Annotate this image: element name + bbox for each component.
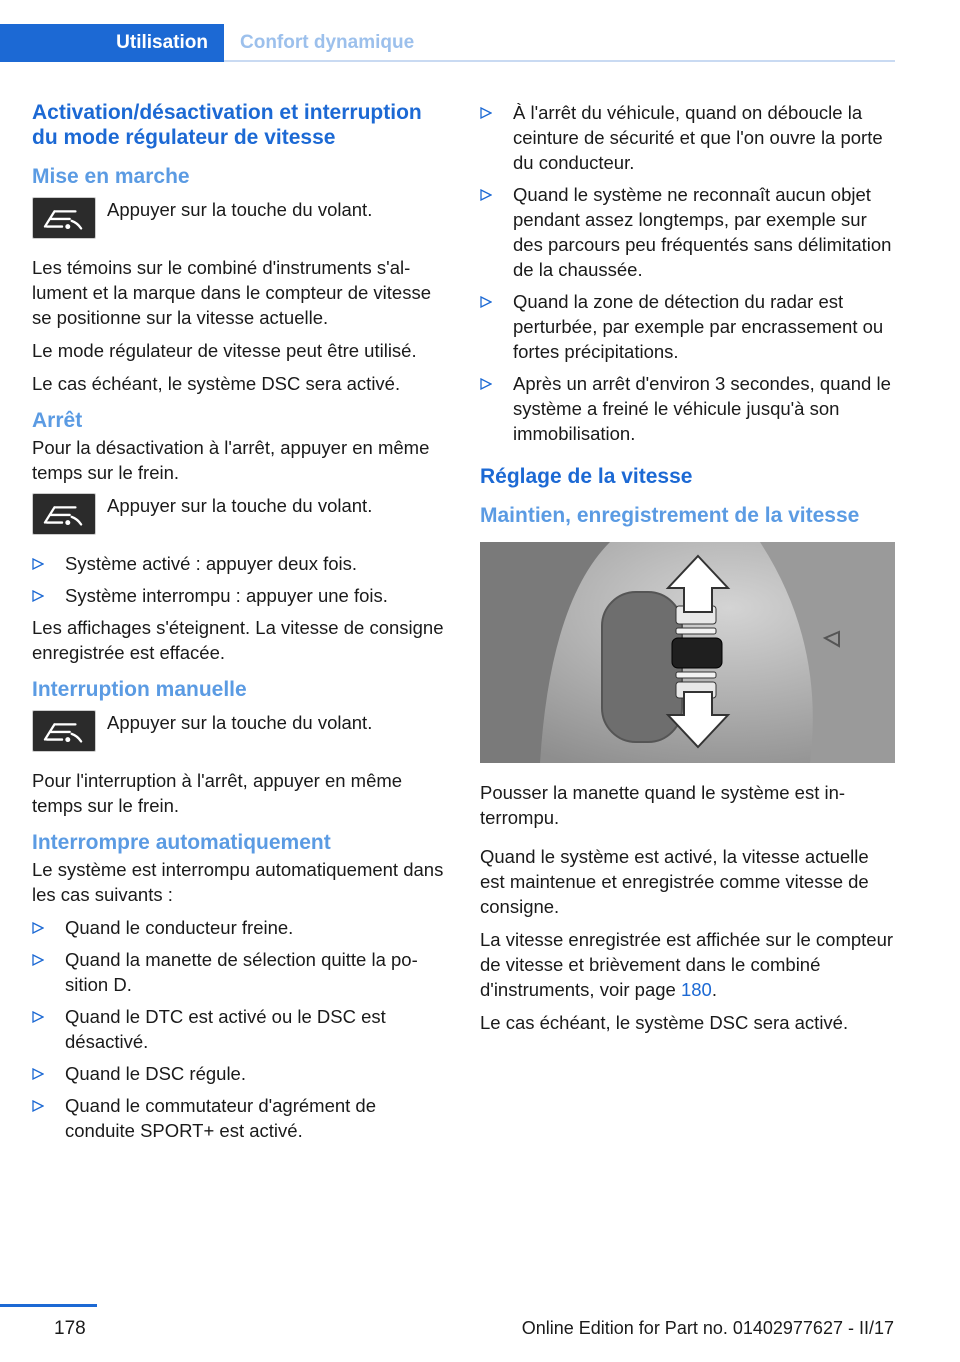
tab-confort-dynamique[interactable]: Confort dynamique xyxy=(240,32,415,53)
triangle-bullet-icon xyxy=(32,551,44,578)
paragraph: Le cas échéant, le système DSC sera activé. xyxy=(480,1012,849,1033)
key-text: Appuyer sur la touche du volant. xyxy=(107,199,373,220)
steering-wheel-photo xyxy=(480,542,895,763)
key-instruction xyxy=(32,710,447,752)
paragraph: Quand le système est activé, la vitesse actuelle est maintenue et enregistrée comme vitesse de consigne. xyxy=(480,846,869,917)
list-item xyxy=(32,915,447,940)
list-item-text: Quand la zone de détection du radar est perturbée, par exemple par encrassement ou fortes précipitations. xyxy=(513,291,884,362)
edition-text: Online Edition for Part no. 01402977627 - II/17 xyxy=(521,1318,894,1338)
triangle-bullet-icon xyxy=(32,947,44,974)
list-item xyxy=(32,1093,447,1143)
list-item xyxy=(480,182,895,282)
tab-utilisation[interactable]: Utilisation xyxy=(0,24,224,62)
key-text: Appuyer sur la touche du volant. xyxy=(107,495,373,516)
heading-mise-en-marche: Mise en marche xyxy=(32,165,190,188)
paragraph: Pour l'interruption à l'arrêt, appuyer en même temps sur le frein. xyxy=(32,770,403,816)
triangle-bullet-icon xyxy=(32,1061,44,1088)
left-column xyxy=(32,100,447,1150)
paragraph xyxy=(480,927,895,1002)
section-title-reglage: Réglage de la vitesse xyxy=(480,465,693,488)
header-rule xyxy=(224,60,895,62)
paragraph: Le cas échéant, le système DSC sera activé. xyxy=(32,373,401,394)
triangle-bullet-icon xyxy=(32,1093,44,1120)
cruise-control-key-icon xyxy=(32,197,96,239)
list-item-text: Quand le commutateur d'agrément de conduite SPORT+ est activé. xyxy=(65,1095,377,1141)
bullet-list xyxy=(480,100,895,446)
key-instruction xyxy=(32,197,447,239)
paragraph: Le mode régulateur de vitesse peut être utilisé. xyxy=(32,340,417,361)
page-link[interactable]: 180 xyxy=(680,979,712,1000)
triangle-bullet-icon xyxy=(32,1004,44,1031)
list-item xyxy=(32,583,447,608)
bullet-list xyxy=(32,915,447,1143)
triangle-bullet-icon xyxy=(480,100,492,127)
paragraph-text: La vitesse enregistrée est affichée sur le compteur de vitesse et brièvement dans le combiné d'instruments, voir page xyxy=(480,929,894,1000)
list-item-text: Après un arrêt d'environ 3 secondes, quand le système a freiné le véhicule jusqu'à son immobilisation. xyxy=(513,373,891,444)
key-text: Appuyer sur la touche du volant. xyxy=(107,712,373,733)
list-item-text: Système activé : appuyer deux fois. xyxy=(65,553,358,574)
triangle-bullet-icon xyxy=(480,289,492,316)
list-item-text: Quand le DSC régule. xyxy=(65,1063,246,1084)
paragraph-text: . xyxy=(711,979,717,1000)
list-item xyxy=(32,1061,447,1086)
footer-rule xyxy=(0,1304,97,1307)
list-item xyxy=(480,100,895,175)
heading-interrompre-automatiquement: Interrompre automatiquement xyxy=(32,831,331,854)
list-item xyxy=(32,551,447,576)
list-item-text: Quand le DTC est activé ou le DSC est désactivé. xyxy=(65,1006,386,1052)
list-item-text: Système interrompu : appuyer une fois. xyxy=(65,585,388,606)
triangle-bullet-icon xyxy=(480,371,492,398)
paragraph: Les témoins sur le combiné d'instruments s'allument et la marque dans le compteur de vitesse se positionne sur la vitesse actuelle. xyxy=(32,257,431,328)
paragraph: Les affichages s'éteignent. La vitesse de consigne enregistrée est effacée. xyxy=(32,617,444,663)
triangle-bullet-icon xyxy=(32,583,44,610)
triangle-bullet-icon xyxy=(32,915,44,942)
list-item xyxy=(32,1004,447,1054)
list-item xyxy=(32,947,447,997)
list-item-text: Quand le conducteur freine. xyxy=(65,917,294,938)
heading-maintien: Maintien, enregistrement de la vitesse xyxy=(480,504,860,527)
header-tabs xyxy=(0,24,895,62)
list-item-text: Quand le système ne reconnaît aucun objet pendant assez longtemps, par exemple sur des parcours peu fréquentés sans délimitation de la chaussée. xyxy=(513,184,892,280)
bullet-list xyxy=(32,551,447,608)
list-item xyxy=(480,289,895,364)
cruise-control-key-icon xyxy=(32,710,96,752)
page-number: 178 xyxy=(54,1318,86,1339)
right-column xyxy=(480,100,895,1043)
cruise-control-key-icon xyxy=(32,493,96,535)
key-instruction xyxy=(32,493,447,535)
list-item-text: Quand la manette de sélection quitte la position D. xyxy=(65,949,418,995)
triangle-bullet-icon xyxy=(480,182,492,209)
section-title-activation: Activation/désactivation et interruption du mode régulateur de vitesse xyxy=(32,101,422,149)
paragraph: Pour la désactivation à l'arrêt, appuyer en même temps sur le frein. xyxy=(32,437,430,483)
list-item xyxy=(480,371,895,446)
heading-arret: Arrêt xyxy=(32,409,83,432)
paragraph: Le système est interrompu automatiquement dans les cas suivants : xyxy=(32,859,444,905)
heading-interruption-manuelle: Interruption manuelle xyxy=(32,678,247,701)
paragraph: Pousser la manette quand le système est interrompu. xyxy=(480,782,846,828)
list-item-text: À l'arrêt du véhicule, quand on déboucle la ceinture de sécurité et que l'on ouvre la porte du conducteur. xyxy=(513,102,883,173)
